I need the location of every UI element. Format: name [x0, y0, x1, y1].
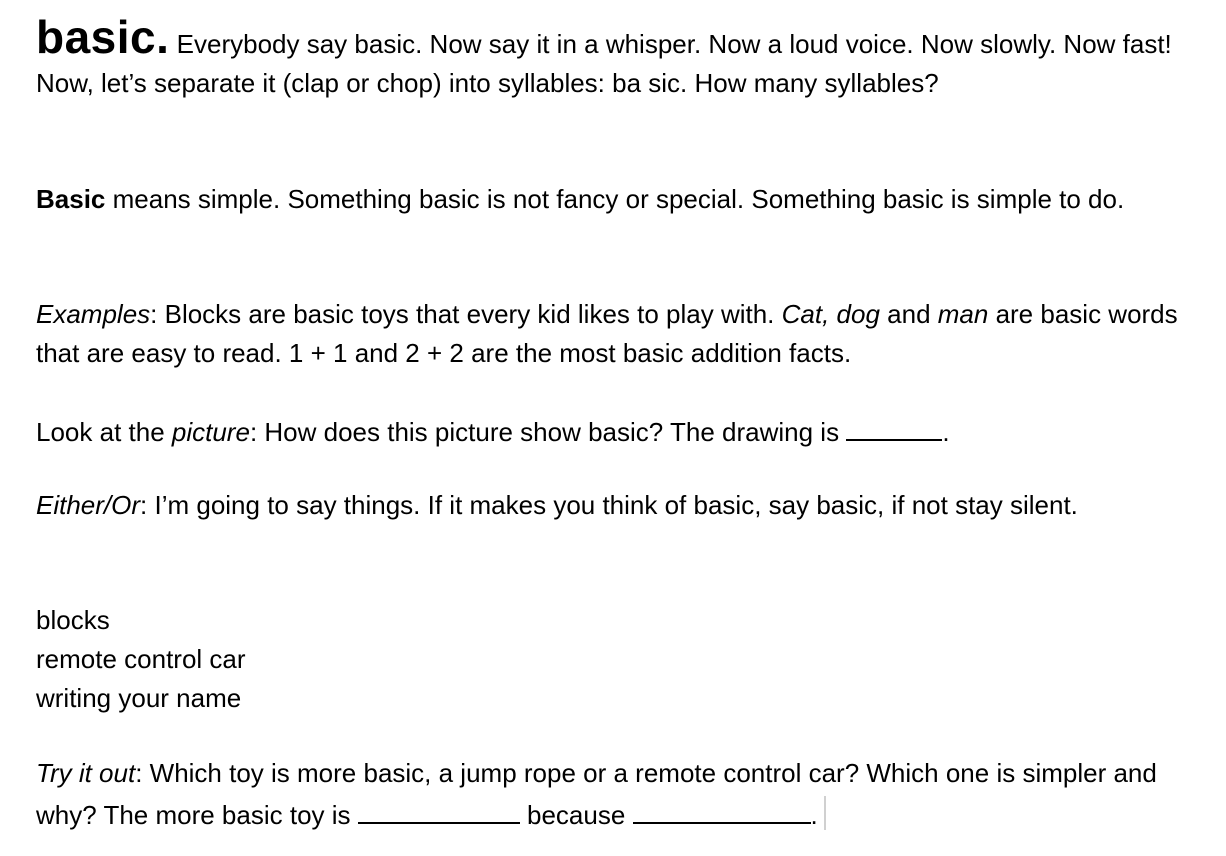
list-item: writing your name [36, 683, 242, 713]
fill-in-blank[interactable] [846, 410, 942, 441]
either-or-label: Either/Or [36, 490, 141, 520]
list-item: remote control car [36, 644, 246, 674]
examples-italic-man: man [937, 299, 989, 329]
paragraph-try-it-out [36, 754, 1206, 835]
picture-text-2: : How does this picture show basic? The drawing is [249, 417, 847, 447]
examples-italic-words: Cat, dog [781, 299, 880, 329]
definition-text: means simple. Something basic is not fancy or special. Something basic is simple to do. [105, 184, 1125, 214]
picture-text-1: Look at the [36, 417, 172, 447]
intro-text: Everybody say basic. Now say it in a whisper. Now a loud voice. Now slowly. Now fast! Now, let’s separate it (clap or chop) into syllables: ba sic. How many syllables? [36, 29, 1172, 98]
try-it-out-end: . [810, 800, 818, 830]
try-it-out-label: Try it out [36, 758, 136, 788]
examples-text-1: : Blocks are basic toys that every kid likes to play with. [150, 299, 782, 329]
word-list [36, 601, 1206, 718]
paragraph-examples [36, 295, 1206, 373]
examples-text-3: are basic words that are easy to read. 1 + 1 and 2 + 2 are the most basic addition facts. [36, 299, 1178, 368]
text-cursor [824, 796, 826, 830]
examples-text-2: and [879, 299, 938, 329]
picture-italic: picture [171, 417, 250, 447]
either-or-text: : I’m going to say things. If it makes you think of basic, say basic, if not stay silent. [140, 490, 1078, 520]
fill-in-blank[interactable] [358, 793, 520, 824]
try-it-out-text-2: because [519, 800, 633, 830]
paragraph-either-or [36, 486, 1206, 525]
paragraph-intro [36, 11, 1206, 103]
list-item: blocks [36, 605, 110, 635]
picture-end: . [942, 417, 950, 447]
paragraph-definition [36, 180, 1206, 219]
examples-label: Examples [36, 299, 151, 329]
try-it-out-text-1: : Which toy is more basic, a jump rope or a remote control car? Which one is simpler and why? The more basic toy is [36, 758, 1157, 830]
paragraph-picture [36, 410, 1206, 452]
fill-in-blank[interactable] [633, 793, 811, 824]
definition-term: Basic [36, 184, 106, 214]
headword: basic. [36, 11, 170, 63]
